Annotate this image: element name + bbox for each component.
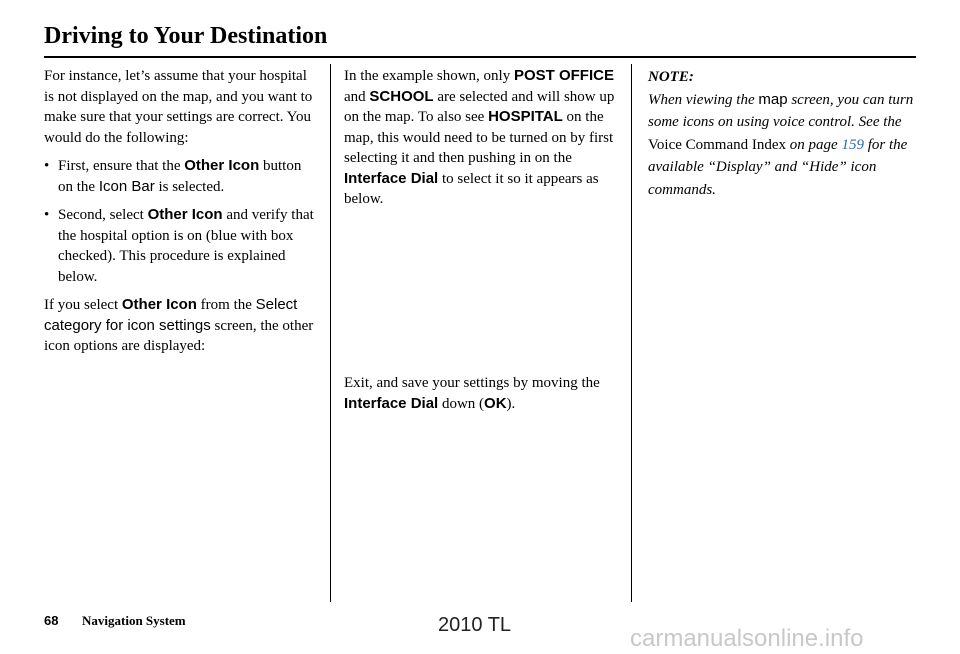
column-2 [344, 66, 620, 218]
step-1: • First, ensure that the Other Icon button on the Icon Bar is selected. [44, 157, 302, 195]
column-2-lower [344, 373, 620, 422]
steps-list [44, 156, 320, 287]
column-1 [44, 66, 320, 365]
bullet-icon: • [44, 158, 50, 174]
step-2: • Second, select Other Icon and verify that the hospital option is on (blue with box checked). This procedure is explained below. [44, 206, 314, 285]
other-icon-term: Other Icon [147, 206, 223, 223]
col1-intro: For instance, let’s assume that your hospital is not displayed on the map, and you want to make sure that your settings are correct. You would do the following: [44, 68, 313, 146]
other-icon-term: Other Icon [121, 296, 197, 313]
col2-para-1: In the example shown, only POST OFFICE and SCHOOL are selected and will show up on the map. To also see HOSPITAL on the map, this would need to be turned on by first selecting it and then pushing in on the Interface Dial to select it so it appears as below. [344, 67, 615, 207]
page-number: 68 [44, 613, 59, 628]
page-title: Driving to Your Destination [44, 23, 328, 49]
column-divider-2 [631, 64, 632, 602]
map-term: map [758, 90, 788, 108]
other-icon-term: Other Icon [184, 157, 260, 174]
site-watermark: carmanualsonline.info [630, 625, 864, 652]
note-heading: NOTE: [648, 69, 694, 85]
voice-index-term: Voice Command Index [648, 136, 787, 153]
note-body: When viewing the map screen, you can turn some icons on using voice control. See the Voice Command Index on page 159 for the available “Display” and “Hide” icon commands. [648, 90, 914, 198]
bullet-icon: • [44, 207, 50, 223]
col1-para-2: If you select Other Icon from the Select category for icon settings screen, the other icon options are displayed: [44, 296, 314, 354]
model-watermark: 2010 TL [438, 614, 512, 636]
icon-bar-term: Icon Bar [98, 177, 155, 195]
page-link[interactable]: 159 [841, 136, 864, 153]
col2-para-2: Exit, and save your settings by moving the Interface Dial down (OK). [344, 375, 600, 412]
note-column [648, 66, 920, 201]
screen-name-term: Select category for icon settings [44, 296, 298, 334]
footer-label: Navigation System [82, 613, 186, 628]
column-divider-1 [330, 64, 331, 602]
header-rule [44, 56, 916, 58]
